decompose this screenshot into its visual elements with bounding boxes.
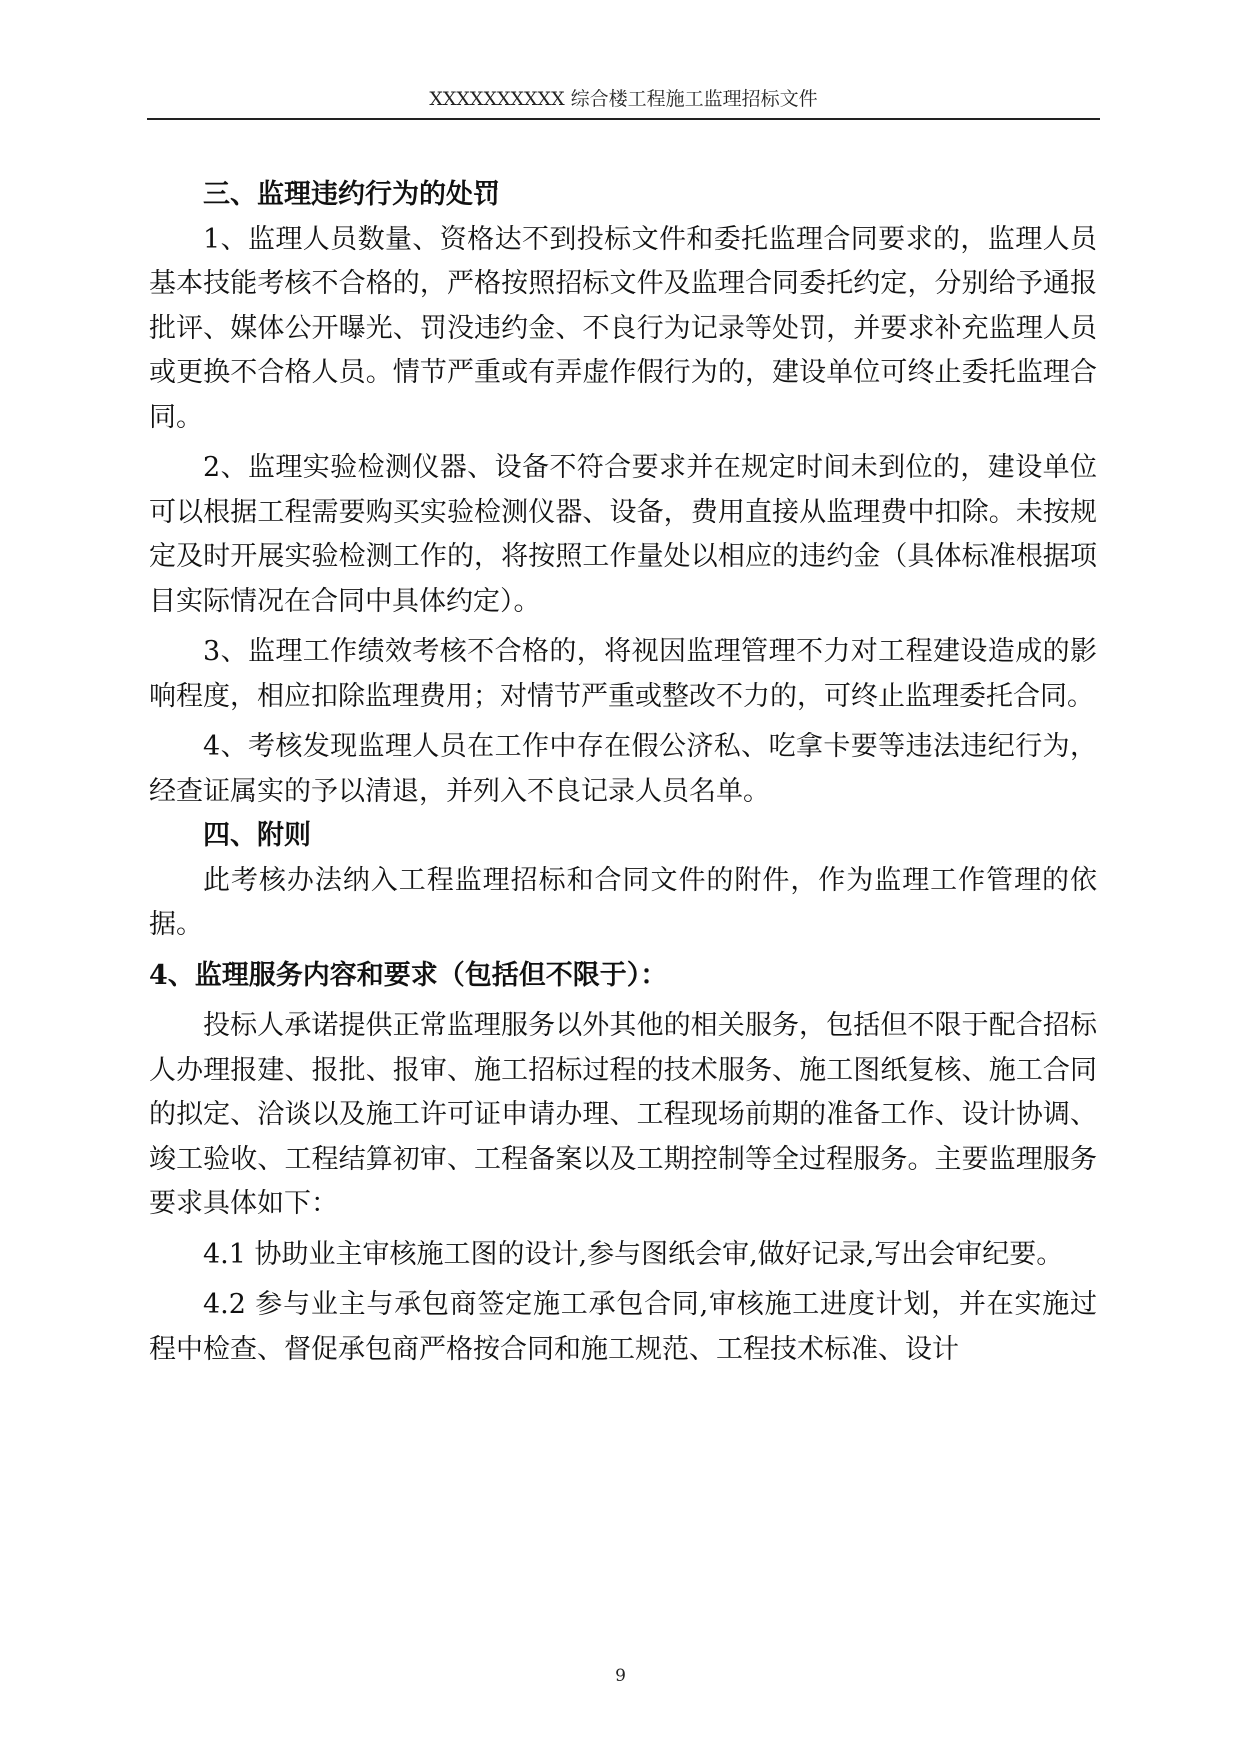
paragraph-supplementary: 此考核办法纳入工程监理招标和合同文件的附件，作为监理工作管理的依据。	[149, 864, 1097, 940]
section-heading-services: 4、监理服务内容和要求（包括但不限于）：	[149, 959, 668, 991]
document-body	[149, 173, 1097, 1372]
paragraph-services-intro: 投标人承诺提供正常监理服务以外其他的相关服务，包括但不限于配合招标人办理报建、报批、报审、施工招标过程的技术服务、施工图纸复核、施工合同的拟定、洽谈以及施工许可证申请办理、工程现场前期的准备工作、设计协调、竣工验收、工程结算初审、工程备案以及工期控制等全过程服务。主要监理服务要求具体如下：	[149, 1010, 1097, 1219]
paragraph-penalty-1: 1、监理人员数量、资格达不到投标文件和委托监理合同要求的，监理人员基本技能考核不合格的，严格按照招标文件及监理合同委托约定，分别给予通报批评、媒体公开曝光、罚没违约金、不良行为记录等处罚，并要求补充监理人员或更换不合格人员。情节严重或有弄虚作假行为的，建设单位可终止委托监理合同。	[149, 223, 1097, 433]
page-header-title: XXXXXXXXXX 综合楼工程施工监理招标文件	[429, 88, 818, 110]
paragraph-service-4-2: 4.2 参与业主与承包商签定施工承包合同,审核施工进度计划，并在实施过程中检查、督促承包商严格按合同和施工规范、工程技术标准、设计	[149, 1289, 1097, 1365]
paragraph-penalty-3: 3、监理工作绩效考核不合格的，将视因监理管理不力对工程建设造成的影响程度，相应扣除监理费用；对情节严重或整改不力的，可终止监理委托合同。	[149, 636, 1097, 712]
paragraph-service-4-1: 4.1 协助业主审核施工图的设计,参与图纸会审,做好记录,写出会审纪要。	[203, 1238, 1064, 1270]
paragraph-penalty-4: 4、考核发现监理人员在工作中存在假公济私、吃拿卡要等违法违纪行为，经查证属实的予以清退，并列入不良记录人员名单。	[149, 731, 1097, 807]
section-heading-supplementary: 四、附则	[203, 820, 311, 851]
page-number: 9	[615, 1666, 626, 1686]
section-heading-penalties: 三、监理违约行为的处罚	[203, 179, 500, 210]
paragraph-penalty-2: 2、监理实验检测仪器、设备不符合要求并在规定时间未到位的，建设单位可以根据工程需要购买实验检测仪器、设备，费用直接从监理费中扣除。未按规定及时开展实验检测工作的，将按照工作量处以相应的违约金（具体标准根据项目实际情况在合同中具体约定）。	[149, 452, 1097, 617]
header-rule	[147, 118, 1100, 120]
